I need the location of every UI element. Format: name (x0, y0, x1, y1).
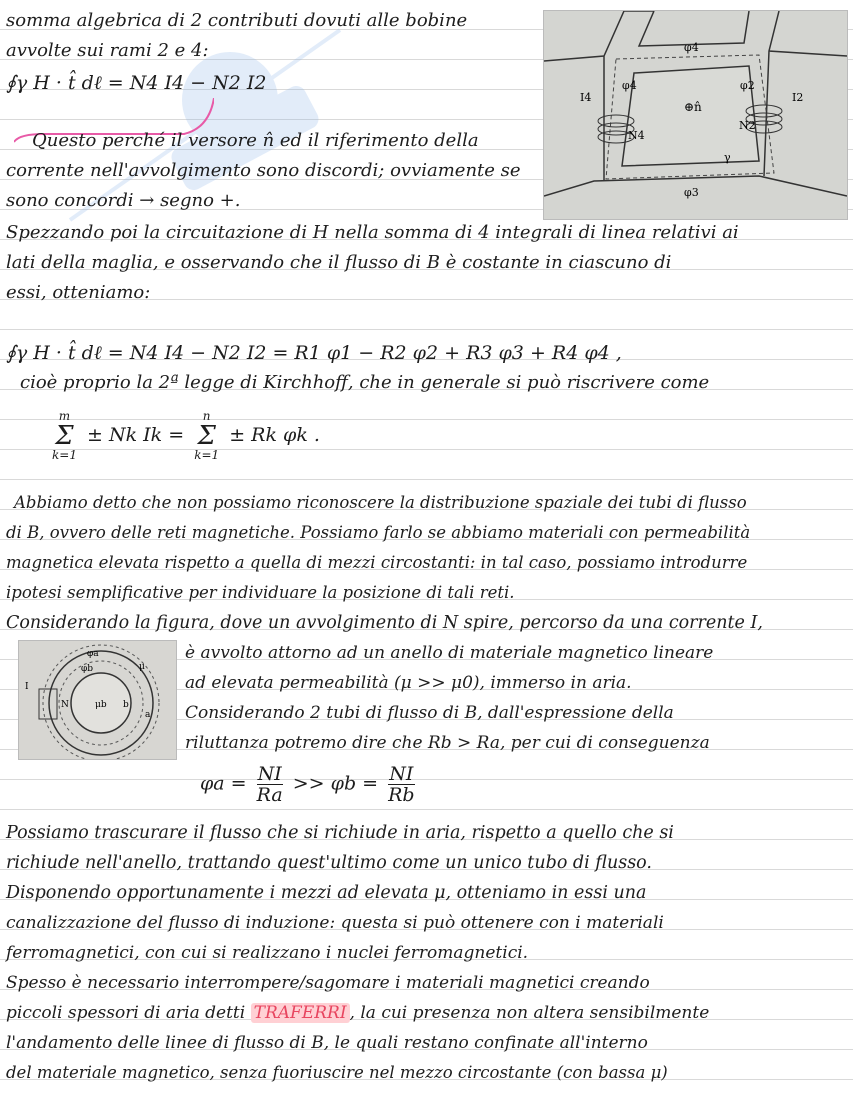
sum-lower-limit: k=1 (52, 448, 77, 462)
text-line: Spesso è necessario interrompere/sagomare i materiali magnetici creando (6, 973, 650, 993)
fraction-numerator: NI (389, 763, 414, 785)
sum-left-term: ± Nk Ik = (87, 424, 185, 446)
text-line: Disponendo opportunamente i mezzi ad elevata μ, otteniamo in essi una (6, 883, 647, 903)
fig1-label: ⊕n̂ (684, 100, 702, 114)
text-line: Abbiamo detto che non possiamo riconoscere la distribuzione spaziale dei tubi di flusso (14, 493, 747, 512)
text-line: essi, otteniamo: (6, 282, 151, 303)
toroid-figure (18, 640, 177, 760)
fig1-label: φ4 (684, 41, 699, 54)
text-line: Considerando la figura, dove un avvolgimento di N spire, percorso da una corrente I, (6, 613, 763, 633)
fig2-label: b (123, 700, 129, 710)
circulation-formula: ∮γ H · t̂ dℓ = N4 I4 − N2 I2 (6, 72, 267, 94)
fig2-label: μb (95, 700, 107, 710)
fig1-label: φ2 (740, 79, 755, 92)
text-line: sono concordi → segno +. (6, 190, 241, 211)
sum-lower-limit: k=1 (194, 448, 220, 462)
fraction-denominator: Rb (388, 784, 415, 806)
fig1-label: φ3 (684, 186, 699, 199)
text-line: ipotesi semplificative per individuare la posizione di tali reti. (6, 583, 515, 602)
text-line: cioè proprio la 2ª legge di Kirchhoff, che in generale si può riscrivere come (20, 372, 710, 393)
text-line: lati della maglia, e osservando che il flusso di B è costante in ciascuno di (6, 252, 672, 273)
phi-a-label: φa = (200, 772, 247, 795)
text-line: Possiamo trascurare il flusso che si richiude in aria, rispetto a quello che si (6, 823, 674, 843)
fraction-b (388, 764, 414, 805)
fig2-label: φb (81, 664, 94, 674)
magnetic-circuit-figure (543, 10, 848, 220)
text-line: Spezzando poi la circuitazione di H nella somma di 4 integrali di linea relativi ai (6, 222, 739, 243)
phi-b-label: >> φb = (292, 772, 379, 795)
text-segment: , la cui presenza non altera sensibilmente (349, 1003, 710, 1023)
sum-right-term: ± Rk φk . (229, 424, 320, 446)
fig2-label: I (25, 682, 29, 692)
traferri-highlight: TRAFERRI (251, 1003, 350, 1023)
fig1-label: I2 (792, 91, 804, 104)
fraction-numerator: NI (257, 763, 282, 785)
fig1-label: I4 (580, 91, 592, 104)
fraction-denominator: Ra (256, 784, 283, 806)
sigma-symbol: Σ (55, 421, 74, 451)
text-line: richiude nell'anello, trattando quest'ultimo come un unico tubo di flusso. (6, 853, 652, 873)
text-line: corrente nell'avvolgimento sono discordi; ovviamente se (6, 160, 521, 181)
kirchhoff-formula: ∮γ H · t̂ dℓ = N4 I4 − N2 I2 = R1 φ1 − R2 φ2 + R3 φ3 + R4 φ4 , (6, 342, 622, 364)
fig2-label: φa (87, 649, 99, 659)
text-line: ferromagnetici, con cui si realizzano i nuclei ferromagnetici. (6, 943, 529, 963)
text-line: canalizzazione del flusso di induzione: questa si può ottenere con i materiali (6, 913, 664, 933)
text-line: avvolte sui rami 2 e 4: (6, 40, 209, 61)
sum-upper-limit: n (202, 409, 211, 423)
kirchhoff-sum-formula (48, 410, 320, 462)
text-line: di B, ovvero delle reti magnetiche. Possiamo farlo se abbiamo materiali con permeabilità (6, 523, 751, 542)
text-line: del materiale magnetico, senza fuoriuscire nel mezzo circostante (con bassa μ) (6, 1063, 668, 1082)
sigma-symbol: Σ (197, 421, 216, 451)
text-line: l'andamento delle linee di flusso di B, le quali restano confinate all'interno (6, 1033, 648, 1053)
fig1-label: φ4 (622, 79, 637, 92)
toroid-drawing (19, 641, 176, 759)
sum-upper-limit: m (58, 409, 71, 423)
fig2-label: a (145, 710, 151, 720)
flux-comparison-formula (200, 764, 419, 805)
sum-left (52, 410, 77, 462)
text-line: è avvolto attorno ad un anello di materiale magnetico lineare (185, 643, 714, 663)
magnetic-circuit-drawing (544, 11, 847, 219)
fig2-label: μ (139, 662, 145, 672)
text-line: ad elevata permeabilità (μ >> μ0), immerso in aria. (185, 673, 632, 693)
fraction-a (257, 764, 283, 805)
text-line: riluttanza potremo dire che Rb > Ra, per cui di conseguenza (185, 733, 710, 753)
fig1-label: γ (724, 151, 731, 164)
text-line: Questo perché il versore n̂ ed il riferimento della (32, 130, 479, 151)
text-line: Considerando 2 tubi di flusso di B, dall'espressione della (185, 703, 674, 723)
fig1-label: N4 (628, 129, 645, 142)
text-line: magnetica elevata rispetto a quella di mezzi circostanti: in tal caso, possiamo introdurre (6, 553, 748, 572)
sum-right (194, 410, 219, 462)
fig1-label: N2 (739, 119, 756, 132)
text-segment: piccoli spessori di aria detti (6, 1003, 246, 1023)
text-line: somma algebrica di 2 contributi dovuti alle bobine (6, 10, 468, 31)
fig2-label: N (61, 700, 69, 710)
text-line (6, 1002, 709, 1024)
